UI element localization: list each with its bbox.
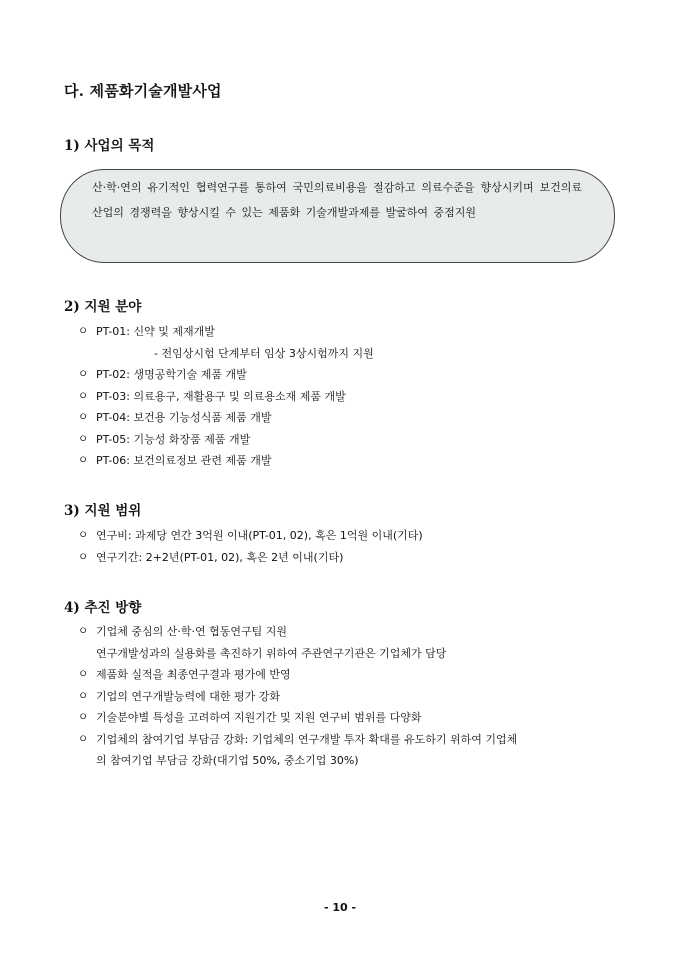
bullet-icon: ㅇ: [78, 454, 89, 466]
list-item-text: 의 참여기업 부담금 강화(대기업 50%, 중소기업 30%): [96, 754, 359, 767]
list-item-text: PT-05: 기능성 화장품 제품 개발: [96, 432, 251, 446]
support-fields-list: [78, 321, 374, 472]
list-item: [78, 707, 517, 729]
list-item-text: 연구비: 과제당 연간 3억원 이내(PT-01, 02), 혹은 1억원 이내(기타): [96, 529, 423, 542]
list-item-text: PT-03: 의료용구, 재활용구 및 의료용소재 제품 개발: [96, 389, 346, 403]
bullet-icon: ㅇ: [78, 711, 89, 723]
bullet-icon: ㅇ: [78, 432, 89, 445]
list-item: [78, 429, 374, 451]
list-item: [78, 321, 374, 343]
list-item: [78, 621, 517, 643]
bullet-icon: ㅇ: [78, 668, 89, 680]
list-subitem: [78, 343, 374, 365]
heading-support-fields: 2) 지원 분야: [64, 299, 142, 315]
heading-support-scope: 3) 지원 범위: [64, 503, 142, 519]
list-item-continuation: [78, 750, 517, 772]
direction-list: [78, 621, 517, 772]
bullet-icon: ㅇ: [78, 529, 89, 541]
list-item: [78, 525, 423, 547]
bullet-icon: ㅇ: [78, 625, 89, 637]
list-item: [78, 364, 374, 386]
list-item: [78, 450, 374, 472]
bullet-icon: ㅇ: [78, 411, 89, 423]
list-item: [78, 686, 517, 708]
list-item-continuation: [78, 643, 517, 665]
list-item-text: 기술분야별 특성을 고려하여 지원기간 및 지원 연구비 범위를 다양화: [96, 711, 422, 724]
bullet-icon: ㅇ: [78, 689, 89, 702]
bullet-icon: ㅇ: [78, 550, 89, 563]
list-item: [78, 547, 423, 569]
bullet-icon: ㅇ: [78, 732, 89, 745]
list-subitem-text: - 전임상시험 단계부터 임상 3상시험까지 지원: [154, 346, 374, 360]
section-title: 다. 제품화기술개발사업: [64, 82, 222, 100]
heading-direction: 4) 추진 방향: [64, 600, 142, 616]
bullet-icon: ㅇ: [78, 325, 89, 337]
list-item-text: 연구개발성과의 실용화를 촉진하기 위하여 주관연구기관은 기업체가 담당: [96, 646, 447, 660]
list-item: [78, 386, 374, 408]
list-item: [78, 407, 374, 429]
list-item: [78, 729, 517, 751]
list-item-text: PT-02: 생명공학기술 제품 개발: [96, 368, 247, 381]
list-item-text: 연구기간: 2+2년(PT-01, 02), 혹은 2년 이내(기타): [96, 550, 344, 564]
list-item-text: PT-06: 보건의료정보 관련 제품 개발: [96, 454, 272, 467]
page-number: - 10 -: [323, 901, 357, 914]
list-item-text: 기업체의 참여기업 부담금 강화: 기업체의 연구개발 투자 확대를 유도하기 위하여 기업체: [96, 732, 518, 746]
purpose-text: 산·학·연의 유기적인 협력연구를 통하여 국민의료비용을 절감하고 의료수준을 향상시키며 보건의료산업의 경쟁력을 향상시킬 수 있는 제품화 기술개발과제를 발굴하여 중점지원: [92, 181, 582, 219]
list-item-text: 기업체 중심의 산·학·연 협동연구팀 지원: [96, 625, 287, 638]
heading-purpose: 1) 사업의 목적: [64, 138, 155, 154]
list-item-text: 제품화 실적을 최종연구결과 평가에 반영: [96, 668, 291, 681]
list-item: [78, 664, 517, 686]
list-item-text: PT-04: 보건용 기능성식품 제품 개발: [96, 411, 272, 424]
bullet-icon: ㅇ: [78, 368, 89, 380]
list-item-text: PT-01: 신약 및 제재개발: [96, 325, 215, 338]
list-item-text: 기업의 연구개발능력에 대한 평가 강화: [96, 689, 281, 703]
support-scope-list: [78, 525, 423, 568]
bullet-icon: ㅇ: [78, 389, 89, 402]
